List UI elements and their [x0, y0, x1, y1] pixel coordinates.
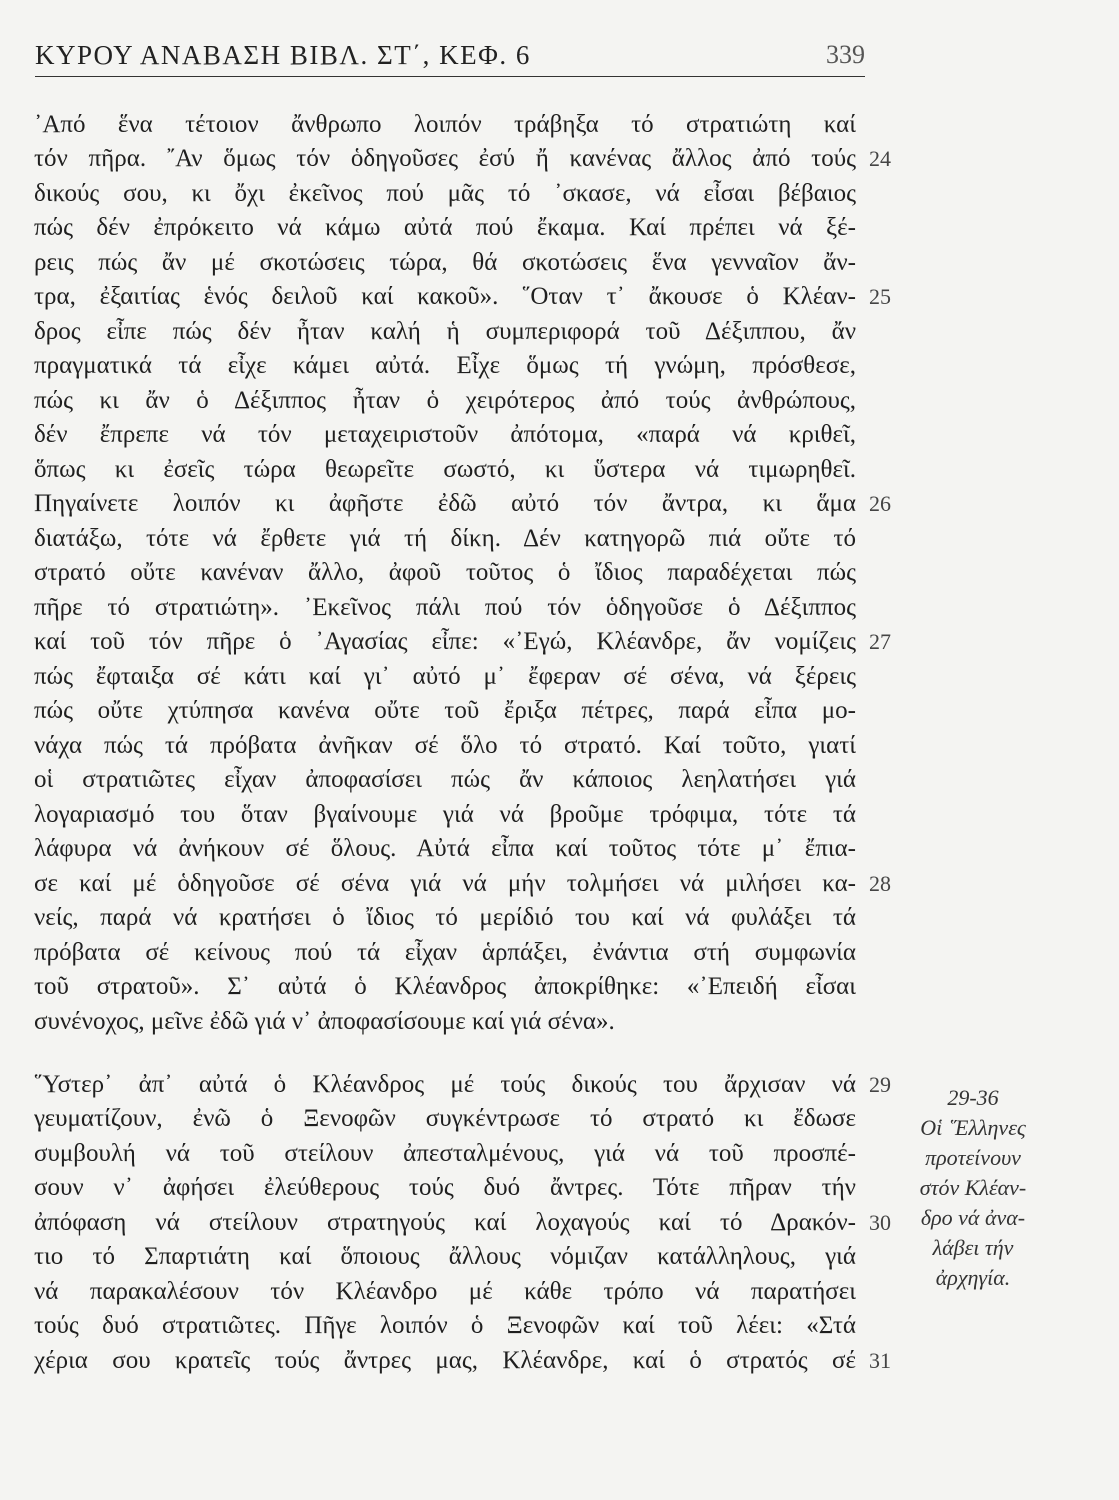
- text-line: συνένοχος, μεῖνε ἐδῶ γιά ν᾿ ἀποφασίσουμε καί γιά σένα».: [34, 1008, 615, 1035]
- margin-note-line: ἀρχηγία.: [935, 1265, 1011, 1290]
- text-line: ὅπως κι ἐσεῖς τώρα θεωρεῖτε σωστό, κι ὕστερα νά τιμωρηθεῖ.: [34, 456, 856, 483]
- margin-note-line: Οἱ ῞Ελληνες: [920, 1115, 1026, 1140]
- text-line: τοῦ στρατοῦ». Σ᾿ αὐτά ὁ Κλέανδρος ἀποκρίθηκε: «᾿Επειδή εἶσαι: [34, 973, 856, 1000]
- section-number: 26: [869, 491, 891, 516]
- text-line: δρος εἶπε πώς δέν ἦταν καλή ἡ συμπεριφορά τοῦ Δέξιππου, ἄν: [34, 318, 856, 345]
- text-line: πώς δέν ἐπρόκειτο νά κάμω αὐτά πού ἔκαμα. Καί πρέπει νά ξέ-: [34, 214, 856, 241]
- text-line: νείς, παρά νά κρατήσει ὁ ἴδιος τό μερίδιό του καί νά φυλάξει τά: [34, 904, 856, 931]
- section-number: 30: [869, 1210, 891, 1235]
- text-line: οἱ στρατιῶτες εἶχαν ἀποφασίσει πώς ἄν κάποιος λεηλατήσει γιά: [34, 766, 856, 793]
- section-number: 28: [869, 871, 891, 896]
- margin-note-line: δρο νά ἀνα-: [920, 1205, 1026, 1230]
- margin-note-line: στόν Κλέαν-: [919, 1175, 1027, 1200]
- margin-note-range: 29-36: [947, 1085, 999, 1110]
- section-number: 31: [869, 1348, 891, 1373]
- text-line: τόν πῆρα. ῎Αν ὅμως τόν ὁδηγοῦσες ἐσύ ἤ κανένας ἄλλος ἀπό τούς: [34, 145, 856, 172]
- section-number: 27: [869, 629, 891, 654]
- text-line: πώς ἔφταιξα σέ κάτι καί γι᾿ αὐτό μ᾿ ἔφεραν σέ σένα, νά ξέρεις: [34, 663, 856, 690]
- text-line: δέν ἔπρεπε νά τόν μεταχειριστοῦν ἀπότομα, «παρά νά κριθεῖ,: [34, 421, 856, 448]
- text-line: στρατό οὔτε κανέναν ἄλλο, ἀφοῦ τοῦτος ὁ ἴδιος παραδέχεται πώς: [34, 559, 856, 586]
- text-line: ἀπόφαση νά στείλουν στρατηγούς καί λοχαγούς καί τό Δρακόν-: [34, 1209, 856, 1236]
- section-number: 24: [869, 146, 891, 171]
- text-line: λογαριασμό του ὅταν βγαίνουμε γιά νά βροῦμε τρόφιμα, τότε τά: [34, 801, 856, 828]
- text-line: πώς κι ἄν ὁ Δέξιππος ἦταν ὁ χειρότερος ἀπό τούς ἀνθρώπους,: [34, 387, 856, 414]
- text-line: ῞Υστερ᾿ ἀπ᾿ αὐτά ὁ Κλέανδρος μέ τούς δικούς του ἄρχισαν νά: [34, 1071, 856, 1098]
- section-number: 25: [869, 284, 891, 309]
- section-number: 29: [869, 1072, 891, 1097]
- text-line: διατάξω, τότε νά ἔρθετε γιά τή δίκη. Δέν κατηγορῶ πιά οὔτε τό: [34, 525, 856, 552]
- text-line: γευματίζουν, ἐνῶ ὁ Ξενοφῶν συγκέντρωσε τό στρατό κι ἔδωσε: [34, 1105, 856, 1132]
- text-line: νά παρακαλέσουν τόν Κλέανδρο μέ κάθε τρόπο νά παρατήσει: [34, 1278, 856, 1305]
- margin-note-line: προτείνουν: [925, 1145, 1021, 1170]
- text-line: ᾿Από ἕνα τέτοιον ἄνθρωπο λοιπόν τράβηξα τό στρατιώτη καί: [34, 111, 856, 138]
- text-line: νάχα πώς τά πρόβατα ἀνῆκαν σέ ὅλο τό στρατό. Καί τοῦτο, γιατί: [34, 732, 856, 759]
- text-line: πώς οὔτε χτύπησα κανένα οὔτε τοῦ ἔριξα πέτρες, παρά εἶπα μο-: [34, 697, 856, 724]
- text-line: τιο τό Σπαρτιάτη καί ὅποιους ἄλλους νόμιζαν κατάλληλους, γιά: [34, 1243, 856, 1270]
- text-line: πρόβατα σέ κείνους πού τά εἶχαν ἁρπάξει, ἐνάντια στή συμφωνία: [34, 939, 856, 966]
- text-line: δικούς σου, κι ὄχι ἐκεῖνος πού μᾶς τό ᾿σκασε, νά εἶσαι βέβαιος: [34, 180, 856, 207]
- running-header: [35, 36, 865, 77]
- text-line: χέρια σου κρατεῖς τούς ἄντρες μας, Κλέανδρε, καί ὁ στρατός σέ: [34, 1347, 856, 1374]
- margin-note-line: λάβει τήν: [932, 1235, 1014, 1260]
- text-line: ρεις πώς ἄν μέ σκοτώσεις τώρα, θά σκοτώσεις ἕνα γενναῖον ἄν-: [34, 249, 856, 276]
- text-line: σουν ν᾿ ἀφήσει ἐλεύθερους τούς δυό ἄντρες. Τότε πῆραν τήν: [34, 1174, 856, 1201]
- text-line: Πηγαίνετε λοιπόν κι ἀφῆστε ἐδῶ αὐτό τόν ἄντρα, κι ἅμα: [34, 490, 856, 517]
- running-head: ΚΥΡΟΥ ΑΝΑΒΑΣΗ ΒΙΒΛ. ΣΤ΄, ΚΕΦ. 6: [35, 40, 531, 70]
- text-line: πῆρε τό στρατιώτη». ᾿Εκεῖνος πάλι πού τόν ὁδηγοῦσε ὁ Δέξιππος: [34, 594, 856, 621]
- text-line: καί τοῦ τόν πῆρε ὁ ᾿Αγασίας εἶπε: «᾿Εγώ, Κλέανδρε, ἄν νομίζεις: [34, 628, 856, 655]
- text-line: τούς δυό στρατιῶτες. Πῆγε λοιπόν ὁ Ξενοφῶν καί τοῦ λέει: «Στά: [34, 1312, 856, 1339]
- text-line: τρα, ἐξαιτίας ἑνός δειλοῦ καί κακοῦ». ῞Οταν τ᾿ ἄκουσε ὁ Κλέαν-: [34, 283, 856, 310]
- margin-note: [908, 1083, 1038, 1293]
- text-line: συμβουλή νά τοῦ στείλουν ἀπεσταλμένους, γιά νά τοῦ προσπέ-: [34, 1140, 856, 1167]
- text-line: πραγματικά τά εἶχε κάμει αὐτά. Εἶχε ὅμως τή γνώμη, πρόσθεσε,: [34, 352, 856, 379]
- text-line: σε καί μέ ὁδηγοῦσε σέ σένα γιά νά μήν τολμήσει νά μιλήσει κα-: [34, 870, 856, 897]
- text-line: λάφυρα νά ἀνήκουν σέ ὅλους. Αὐτά εἶπα καί τοῦτος τότε μ᾿ ἔπια-: [34, 835, 856, 862]
- page-number: 339: [826, 40, 865, 69]
